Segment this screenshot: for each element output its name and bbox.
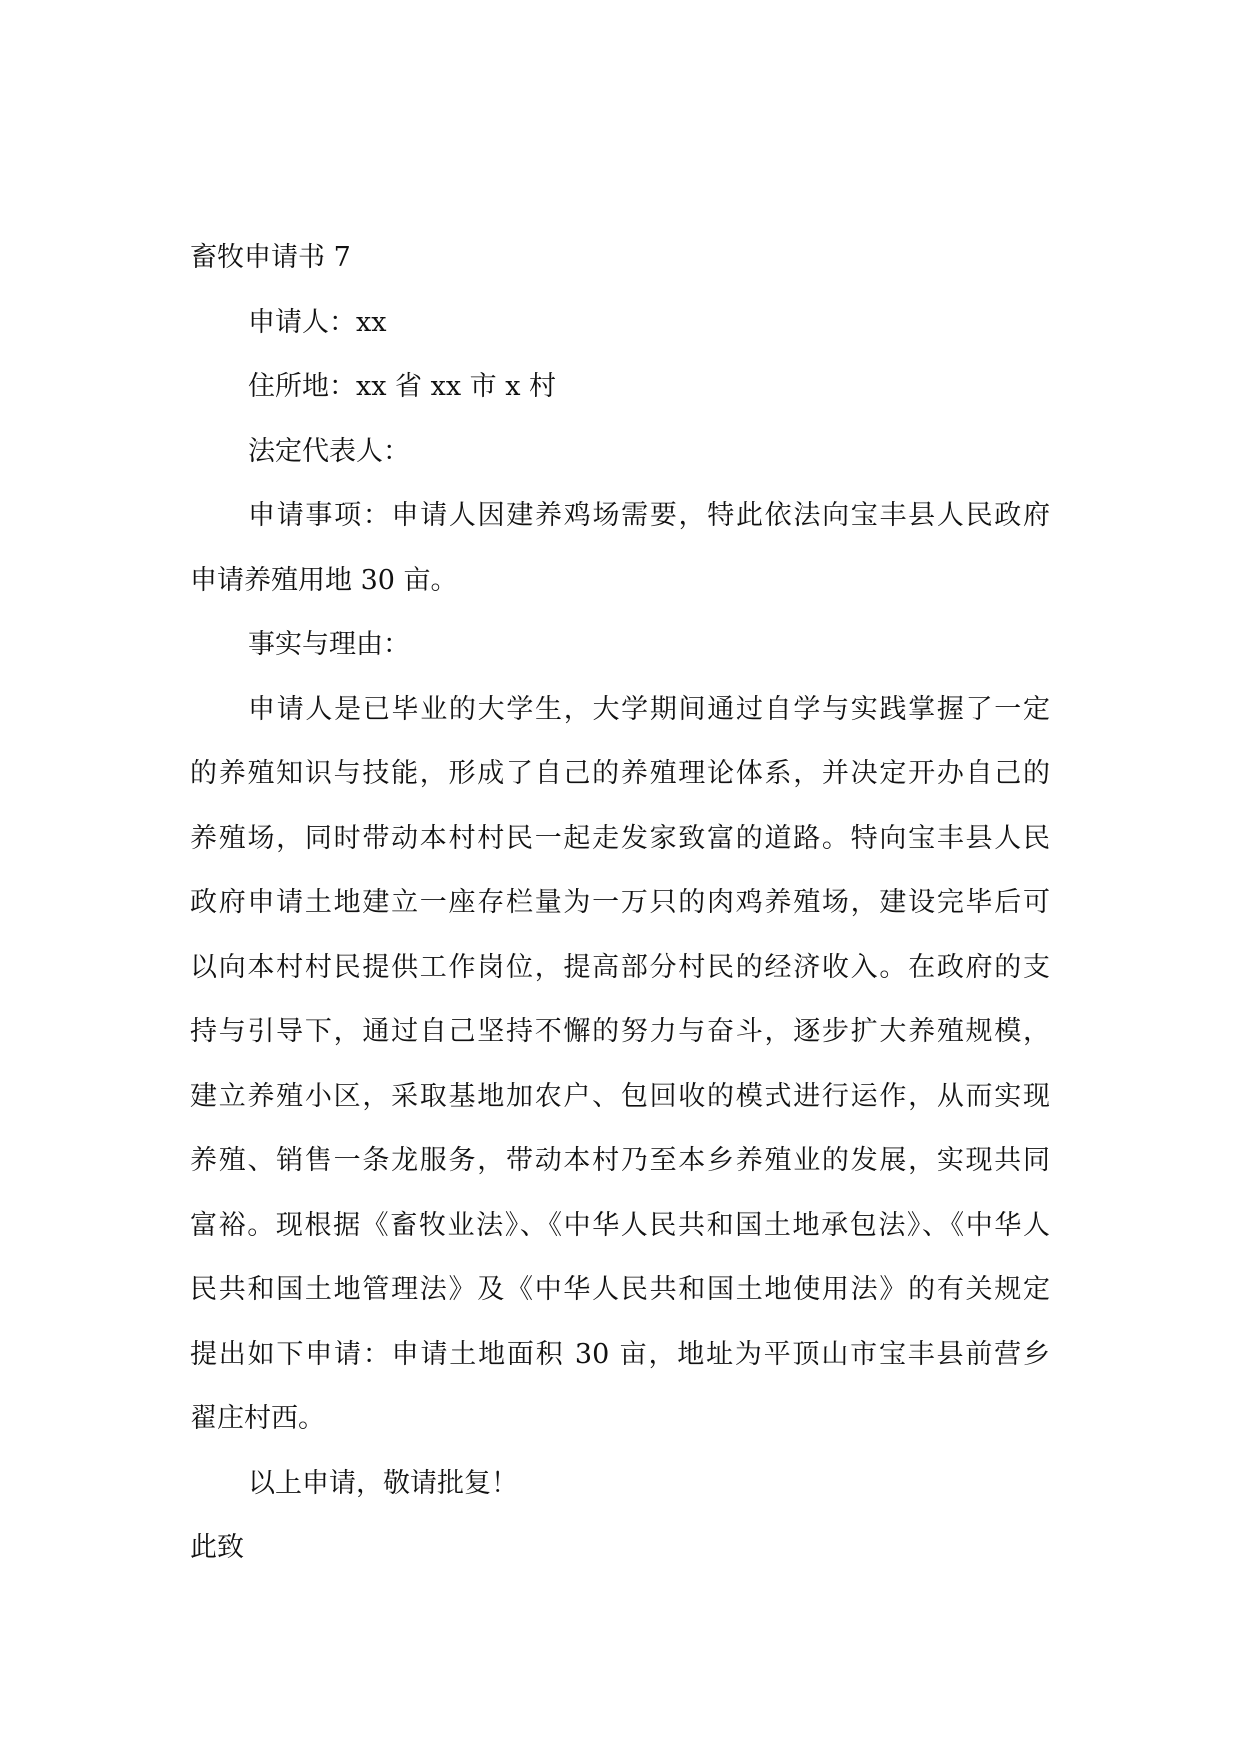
- salutation-line: 此致: [190, 1532, 244, 1563]
- body-line: 申请人是已毕业的大学生，大学期间通过自学与实践掌握了一定: [248, 693, 1050, 725]
- application-matter-line-2: 申请养殖用地 30 亩。: [190, 564, 458, 596]
- body-line: 以向本村村民提供工作岗位，提高部分村民的经济收入。在政府的支: [190, 951, 1050, 983]
- body-line: 的养殖知识与技能，形成了自己的养殖理论体系，并决定开办自己的: [190, 758, 1050, 789]
- applicant-line: 申请人：xx: [248, 306, 387, 338]
- closing-line: 以上申请，敬请批复！: [248, 1467, 518, 1499]
- body-line: 政府申请土地建立一座存栏量为一万只的肉鸡养殖场，建设完毕后可: [190, 887, 1050, 918]
- body-line: 养殖场，同时带动本村村民一起走发家致富的道路。特向宝丰县人民: [190, 822, 1050, 854]
- application-matter-line-1: 申请事项：申请人因建养鸡场需要，特此依法向宝丰县人民政府: [248, 500, 1050, 531]
- facts-heading: 事实与理由：: [248, 629, 410, 660]
- document-title: 畜牧申请书 7: [190, 242, 351, 273]
- body-line: 建立养殖小区，采取基地加农户、包回收的模式进行运作，从而实现: [190, 1080, 1050, 1112]
- body-line: 民共和国土地管理法》及《中华人民共和国土地使用法》的有关规定: [190, 1274, 1050, 1305]
- body-line: 持与引导下，通过自己坚持不懈的努力与奋斗，逐步扩大养殖规模，: [190, 1016, 1050, 1047]
- address-line: 住所地：xx 省 xx 市 x 村: [248, 371, 557, 402]
- document-body: [190, 226, 1050, 1581]
- body-line: 富裕。现根据《畜牧业法》、《中华人民共和国土地承包法》、《中华人: [190, 1209, 1050, 1241]
- body-line: 养殖、销售一条龙服务，带动本村乃至本乡养殖业的发展，实现共同: [190, 1145, 1050, 1176]
- body-line: 提出如下申请：申请土地面积 30 亩，地址为平顶山市宝丰县前营乡: [190, 1338, 1050, 1370]
- body-line: 翟庄村西。: [190, 1403, 325, 1434]
- legal-representative-line: 法定代表人：: [248, 435, 410, 467]
